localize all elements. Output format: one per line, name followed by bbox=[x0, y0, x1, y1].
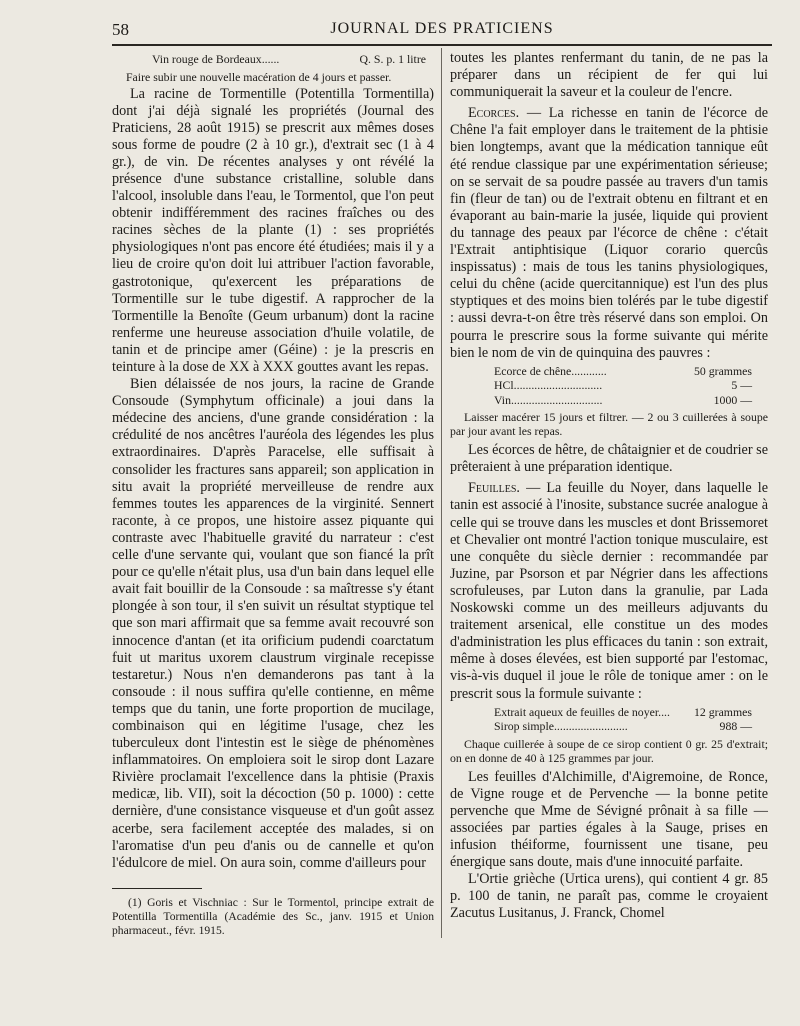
recipe-row: Vin rouge de Bordeaux...... Q. S. p. 1 litre bbox=[152, 52, 426, 66]
section-head-feuilles: Feuilles. bbox=[468, 480, 520, 497]
paragraph-hetre: Les écorces de hêtre, de châtaignier et de coudrier se prêteraient à une préparation identique. bbox=[450, 442, 768, 476]
journal-title: JOURNAL DES PRATICIENS bbox=[330, 20, 554, 37]
recipe-row: Extrait aqueux de feuilles de noyer.... 12 grammes bbox=[494, 704, 752, 719]
paragraph-alchimille: Les feuilles d'Alchimille, d'Aigremoine, de Ronce, de Vigne rouge et de Pervenche — la bonne petite pervenche que Mme de Sévigné prônait à sa fille — associées par parties égales à la Sauge, prises en infusion théiforme, fournissent une tisane, peu énergique sans doute, mais d'une innocuité parfaite. bbox=[450, 768, 768, 871]
recipe-note: Faire subir une nouvelle macération de 4 jours et passer. bbox=[126, 69, 392, 84]
recipe-row: HCl.............................. 5 — bbox=[494, 378, 752, 393]
paragraph-feuilles: Feuilles. — La feuille du Noyer, dans laquelle le tanin est associé à l'inosite, substance sucrée analogue à celle qui se trouve dans les muscles et dont Brissemoret et Chevalier ont montré l'action tonique musculaire, est une conquête du siècle dernier : recommandée par Juzine, par Psorson et par Négrier dans les affections scrofuleuses, par Luton dans la granulie, par Lada Noskowski comme un des meilleurs adjuvants du traitement arsenical, elle constitue un des modes d'administration les plus efficaces du tanin : son extrait, même à doses élevées, est bien supporté par l'estomac, vis-à-vis duquel il joue le rôle de tonique amer : on le prescrit sous la formule suivante : bbox=[450, 480, 768, 702]
page-number: 58 bbox=[112, 20, 129, 39]
recipe-row: Ecorce de chêne............ 50 grammes bbox=[494, 363, 752, 378]
recipe-vin-bordeaux bbox=[112, 52, 434, 67]
paragraph-continuation: toutes les plantes renfermant du tanin, de ne pas la préparer dans un récipient de fer qui lui communiquerait la saveur et la couleur de l'encre. bbox=[450, 50, 768, 101]
column-divider bbox=[441, 48, 442, 938]
page-header bbox=[112, 18, 772, 44]
section-head-ecorces: Ecorces. bbox=[468, 105, 520, 122]
paragraph-tormentille: La racine de Tormentille (Potentilla Tormentilla) dont j'ai déjà signalé les propriétés (Journal des Praticiens, 28 août 1915) se prescrit aux mêmes doses sous forme de poudre (2 à 10 gr.), d'extrait sec (1 à 4 gr.), de vin. De récentes analyses y ont révélé la présence d'une substance cristalline, soluble dans l'alcool, insoluble dans l'eau, le Tormentol, que l'on peut obtenir indifféremment des racines fraîches ou des racines sèches de la plante (1) : ses propriétés physiologiques n'ont pas encore été étudiées; mais il y a lieu de croire qu'on doit lui attribuer l'action favorable, gastrotonique, qu'exercent les préparations de Tormentille sur le tube digestif. A rapprocher de la Tormentille la Benoîte (Geum urbanum) dont la racine renferme une heureuse association d'huile volatile, de tanin et de principe amer (Géine) : je la prescris en teinture à la dose de XX à XXX gouttes avant les repas. bbox=[112, 85, 434, 375]
recipe-note: Laisser macérer 15 jours et filtrer. — 2 ou 3 cuillerées à soupe par jour avant les repas. bbox=[450, 410, 768, 439]
footnote: (1) Goris et Vischniac : Sur le Tormentol, principe extrait de Potentilla Tormentilla (Académie des Sc., janv. 1915 et Union pharmaceut., févr. 1915. bbox=[112, 896, 434, 938]
paragraph-consoude: Bien délaissée de nos jours, la racine de Grande Consoude (Symphytum officinale) a joui dans la médecine des anciens, d'une grande considération : la crédulité de nos ancêtres l'auréola des légendes les plus extraordinaires. D'après Paracelse, elle suffisait à consolider les fractures sans appareil; son application in situ avait la propriété merveilleuse de rendre aux femmes toutes les apparences de la virginité. Sennert raconte, à ce propos, une histoire assez piquante qui contraste avec l'habituelle gravité du narrateur : c'est celle d'une servante qui, voulant que son fiancé la prît pour ce qu'elle n'était plus, usa d'un bain dans lequel elle avait fait bouillir de la Consoude : sa maîtresse s'y étant plongée à son tour, il s'en suivit un résultat styptique tel que son mari affirmait que sa femme avait recouvré son innocence d'antan (et ita orificium pudendi coarctatum fuit ut maritus uxorem claustrum virginale recepisse testaretur.) Nous n'en demanderons pas tant à la consoude : il nous suffira qu'elle contienne, en même temps que du tanin, une forte proportion de mucilage, combinaison qui en légitime l'usage, chez les tuberculeux dont l'intestin est le siège de phénomènes inflammatoires. On emploiera soit le sirop dont Lazare Rivière proclamait l'excellence dans la phtisie (Praxis medicæ, lib. VII), soit la décoction (50 p. 1000) : cette dernière, d'une consistance visqueuse et d'un goût assez acerbe, sera facilement acceptée des malades, si on l'aromatise d'un peu d'anis ou de cannelle et qu'on l'édulcore de miel. On aura soin, comme d'ailleurs pour bbox=[112, 376, 434, 871]
paragraph-ecorces: Ecorces. — La richesse en tanin de l'écorce de Chêne l'a fait employer dans le traitement de la phtisie bien longtemps, avant que la médication tannique eût été rendue classique par une expérimentation sérieuse; on se servait de sa poudre passée au travers d'un tamis fin (fleur de tan) ou de l'extrait obtenu en filtrant et en évaporant au bain-marie la jusée, liquide qui provient du tannage des peaux par l'écorce de chêne : c'était l'Extrait antiphtisique (Liquor corario quercûs inspissatus) : mais de tous les tanins physiologiques, celui du chêne (acide quercitannique) est l'un des plus styptiques et des moins bien tolérés par le tube digestif : aussi devra-t-on être très réservé dans son emploi. On pourra le prescrire sous la forme suivante qui mérite bien le nom de vin de quinquina des pauvres : bbox=[450, 105, 768, 361]
recipe-row: Vin............................... 1000 — bbox=[494, 392, 752, 407]
recipe-vin-quinquina bbox=[450, 364, 768, 408]
recipe-row: Sirop simple......................... 988 — bbox=[494, 719, 752, 734]
recipe-sirop-noyer bbox=[450, 705, 768, 734]
footnote-rule bbox=[112, 888, 202, 889]
left-column bbox=[112, 50, 434, 872]
header-rule bbox=[112, 44, 772, 46]
right-column bbox=[450, 50, 768, 922]
paragraph-ortie: L'Ortie grièche (Urtica urens), qui contient 4 gr. 85 p. 100 de tanin, ne paraît pas, comme le croyaient Zacutus Lusitanus, J. Franck, Chomel bbox=[450, 871, 768, 922]
recipe-note: Chaque cuillerée à soupe de ce sirop contient 0 gr. 25 d'extrait; on en donne de 40 à 125 grammes par jour. bbox=[450, 736, 768, 765]
